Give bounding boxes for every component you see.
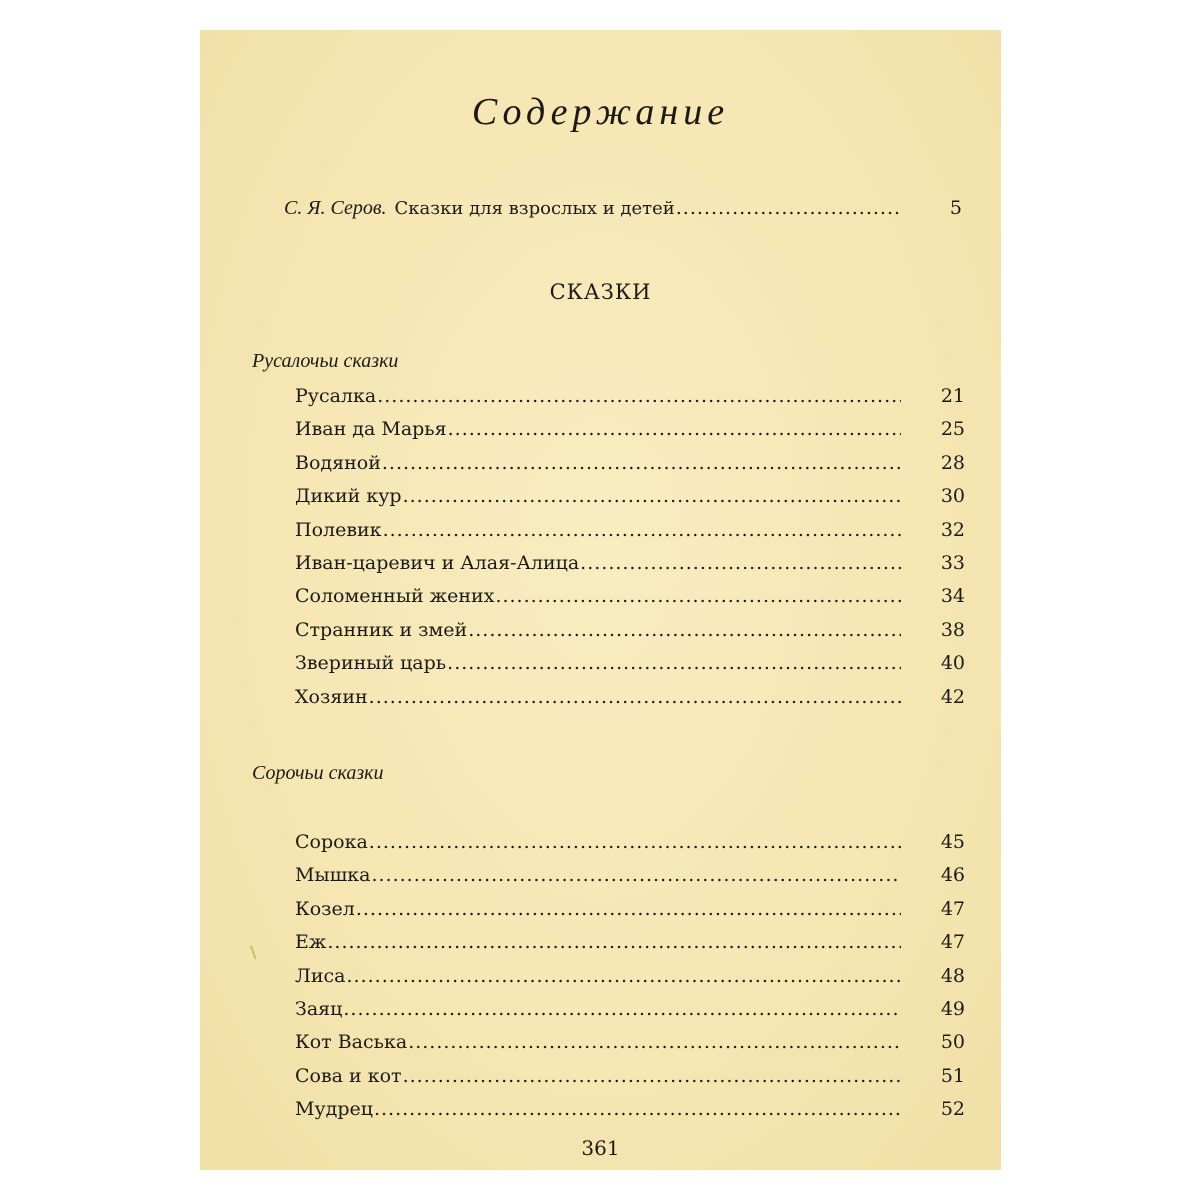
leader-dots <box>343 997 901 1021</box>
toc-entry-title: Иван да Марья <box>295 418 447 440</box>
toc-entry-intro <box>284 196 900 221</box>
leader-dots <box>403 484 901 508</box>
leader-dots <box>447 651 901 675</box>
toc-entry-title: Дикий кур <box>295 485 402 507</box>
toc-entry <box>295 897 901 921</box>
leader-dots <box>369 685 901 709</box>
toc-entry <box>295 417 901 441</box>
toc-entry-title: Мышка <box>295 864 371 886</box>
toc-entry <box>295 484 901 508</box>
toc-entry-page-number: 42 <box>940 686 965 708</box>
leader-dots <box>580 551 901 575</box>
toc-entry-page-number: 21 <box>940 385 965 407</box>
toc-entry-title: Иван-царевич и Алая-Алица <box>295 552 580 574</box>
toc-entry-page-number: 47 <box>940 898 965 920</box>
toc-entry-page-number: 38 <box>940 619 965 641</box>
page-heading: Содержание <box>471 91 730 133</box>
intro-author: С. Я. Серов. <box>284 197 387 219</box>
toc-entry <box>295 551 901 575</box>
book-page <box>200 30 1001 1170</box>
leader-dots <box>327 930 901 954</box>
toc-entry-page-number: 48 <box>940 965 965 987</box>
toc-entry-title: Кот Васька <box>295 1031 408 1053</box>
toc-entry-title: Водяной <box>295 452 381 474</box>
toc-entry <box>295 1030 901 1054</box>
group-title: Сорочьи сказки <box>252 762 384 784</box>
toc-entry-page-number: 52 <box>940 1098 965 1120</box>
toc-entry-title: Заяц <box>295 998 343 1020</box>
leader-dots <box>408 1030 901 1054</box>
toc-entry <box>295 384 901 408</box>
toc-entry-title: Сова и кот <box>295 1065 402 1087</box>
toc-entry-page-number: 49 <box>940 998 965 1020</box>
toc-entry-title: Лиса <box>295 965 346 987</box>
toc-entry <box>295 651 901 675</box>
toc-entry <box>295 964 901 988</box>
toc-entry-title: Русалка <box>295 385 377 407</box>
toc-entry-page-number: 33 <box>940 552 965 574</box>
leader-dots <box>377 384 901 408</box>
intro-page-number: 5 <box>949 197 962 219</box>
toc-entry-page-number: 47 <box>940 931 965 953</box>
section-title: СКАЗКИ <box>549 280 652 304</box>
toc-entry-page-number: 30 <box>940 485 965 507</box>
toc-entry <box>295 584 901 608</box>
toc-entry-page-number: 46 <box>940 864 965 886</box>
toc-entry-page-number: 51 <box>940 1065 965 1087</box>
leader-dots <box>495 584 901 608</box>
leader-dots <box>371 863 901 887</box>
intro-title: Сказки для взрослых и детей <box>394 198 675 219</box>
leader-dots <box>356 897 901 921</box>
leader-dots <box>383 518 901 542</box>
toc-entry <box>295 618 901 642</box>
leader-dots <box>382 451 901 475</box>
leader-dots <box>676 196 900 220</box>
toc-entry-page-number: 32 <box>940 519 965 541</box>
leader-dots <box>369 830 901 854</box>
toc-entry-title: Козел <box>295 898 355 920</box>
toc-entry <box>295 1064 901 1088</box>
toc-entry-page-number: 40 <box>940 652 965 674</box>
toc-entry <box>295 830 901 854</box>
green-pencil-mark <box>250 943 264 960</box>
toc-entry <box>295 997 901 1021</box>
toc-entry-title: Полевик <box>295 519 382 541</box>
leader-dots <box>374 1097 901 1121</box>
toc-entry-page-number: 50 <box>940 1031 965 1053</box>
toc-entry <box>295 1097 901 1121</box>
toc-entry-page-number: 28 <box>940 452 965 474</box>
folio-page-number: 361 <box>581 1136 620 1160</box>
toc-entry-title: Мудрец <box>295 1098 373 1120</box>
toc-entry <box>295 863 901 887</box>
leader-dots <box>448 417 901 441</box>
toc-entry-title: Хозяин <box>295 686 368 708</box>
toc-entry-page-number: 45 <box>940 831 965 853</box>
toc-entry-title: Еж <box>295 931 327 953</box>
toc-entry-page-number: 34 <box>940 585 965 607</box>
toc-entry <box>295 451 901 475</box>
group-title: Русалочьи сказки <box>252 350 399 372</box>
leader-dots <box>403 1064 901 1088</box>
toc-entry-title: Соломенный жених <box>295 585 495 607</box>
toc-entry <box>295 518 901 542</box>
leader-dots <box>468 618 901 642</box>
toc-entry-title: Странник и змей <box>295 619 468 641</box>
toc-entry <box>295 930 901 954</box>
toc-entry-page-number: 25 <box>940 418 965 440</box>
leader-dots <box>347 964 902 988</box>
toc-entry <box>295 685 901 709</box>
toc-entry-title: Звериный царь <box>295 652 447 674</box>
toc-entry-title: Сорока <box>295 831 368 853</box>
